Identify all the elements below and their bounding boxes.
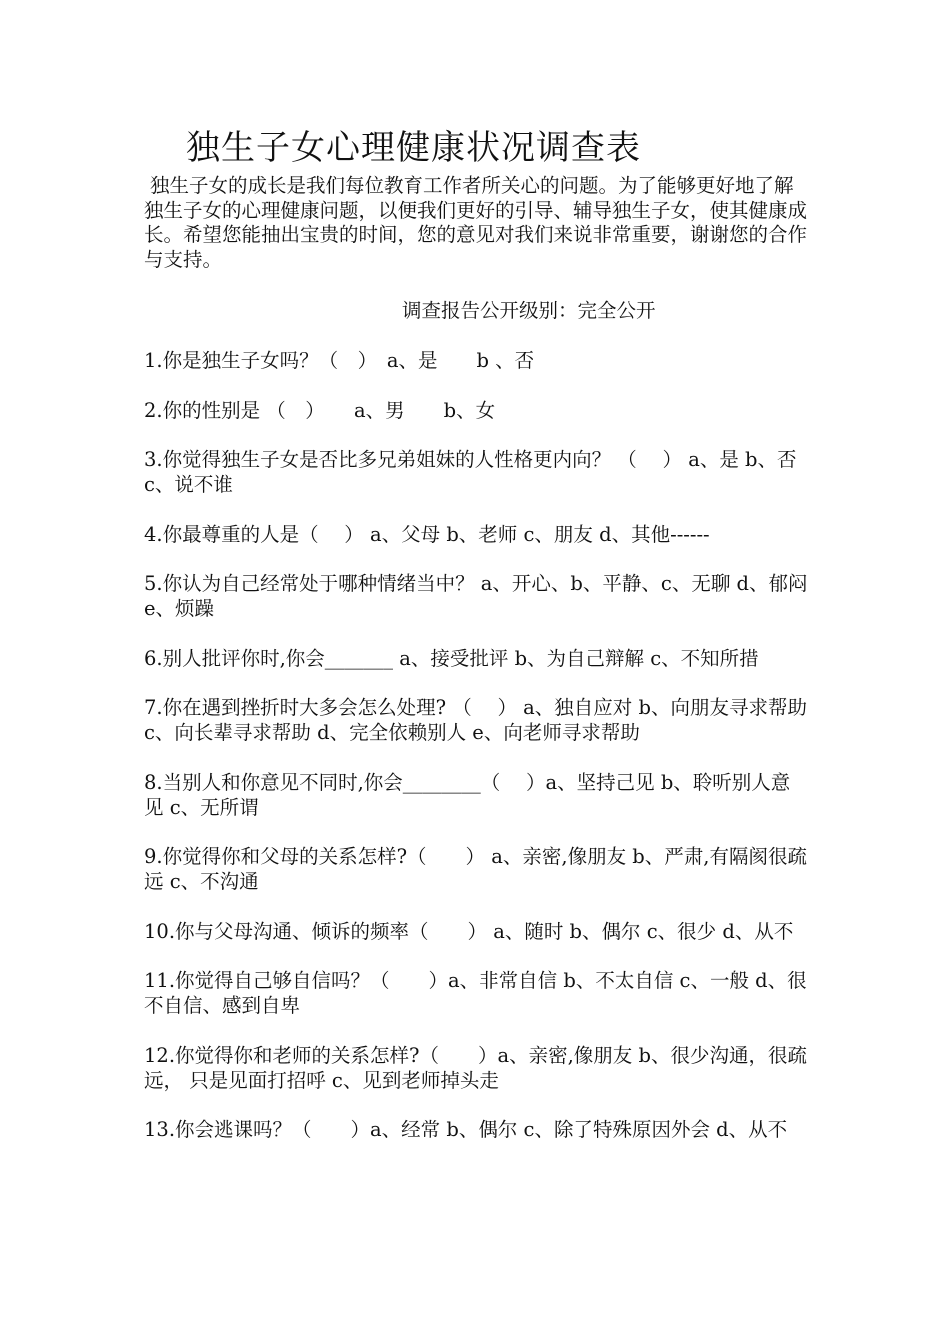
question-item: 5.你认为自己经常处于哪种情绪当中？ a、开心、b、平静、c、无聊 d、郁闷 e、烦躁 [144, 572, 808, 620]
question-item: 7.你在遇到挫折时大多会怎么处理? （ ） a、独自应对 b、向朋友寻求帮助 c、向长辈寻求帮助 d、完全依赖别人 e、向老师寻求帮助 [144, 696, 807, 744]
intro-paragraph: 独生子女的成长是我们每位教育工作者所关心的问题。为了能够更好地了解独生子女的心理健康问题，以便我们更好的引导、辅导独生子女，使其健康成长。希望您能抽出宝贵的时间，您的意见对我们来说非常重要，谢谢您的合作与支持。 [144, 174, 808, 271]
question-item: 6.别人批评你时,你会_______ a、接受批评 b、为自己辩解 c、不知所措 [144, 646, 759, 670]
question-list [144, 348, 808, 1167]
page-title: 独生子女心理健康状况调查表 [186, 128, 641, 168]
question-item: 1.你是独生子女吗？（ ） a、是 b 、否 [144, 349, 535, 372]
question-item: 8.当别人和你意见不同时,你会________（ ）a、坚持己见 b、聆听别人意见 c、无所谓 [144, 770, 791, 819]
question-item: 12.你觉得你和老师的关系怎样?（ ）a、亲密,像朋友 b、很少沟通，很疏远， 只是见面打招呼 c、见到老师掉头走 [144, 1043, 807, 1092]
question-item: 4.你最尊重的人是（ ） a、父母 b、老师 c、朋友 d、其他------ [144, 522, 710, 546]
question-item: 3.你觉得独生子女是否比多兄弟姐妹的人性格更内向？ （ ） a、是 b、否 c、说不谁 [144, 448, 797, 496]
question-item: 2.你的性别是 （ ） a、男 b、女 [144, 398, 496, 422]
question-item: 9.你觉得你和父母的关系怎样?（ ） a、亲密,像朋友 b、严肃,有隔阂很疏远 c、不沟通 [144, 845, 807, 893]
question-item: 10.你与父母沟通、倾诉的频率（ ） a、随时 b、偶尔 c、很少 d、从不 [144, 919, 794, 943]
question-item: 11.你觉得自己够自信吗？（ ）a、非常自信 b、不太自信 c、一般 d、很不自信、感到自卑 [144, 969, 807, 1017]
question-item: 13.你会逃课吗？（ ）a、经常 b、偶尔 c、除了特殊原因外会 d、从不 [144, 1118, 788, 1141]
disclosure-level: 调查报告公开级别：完全公开 [402, 299, 656, 322]
